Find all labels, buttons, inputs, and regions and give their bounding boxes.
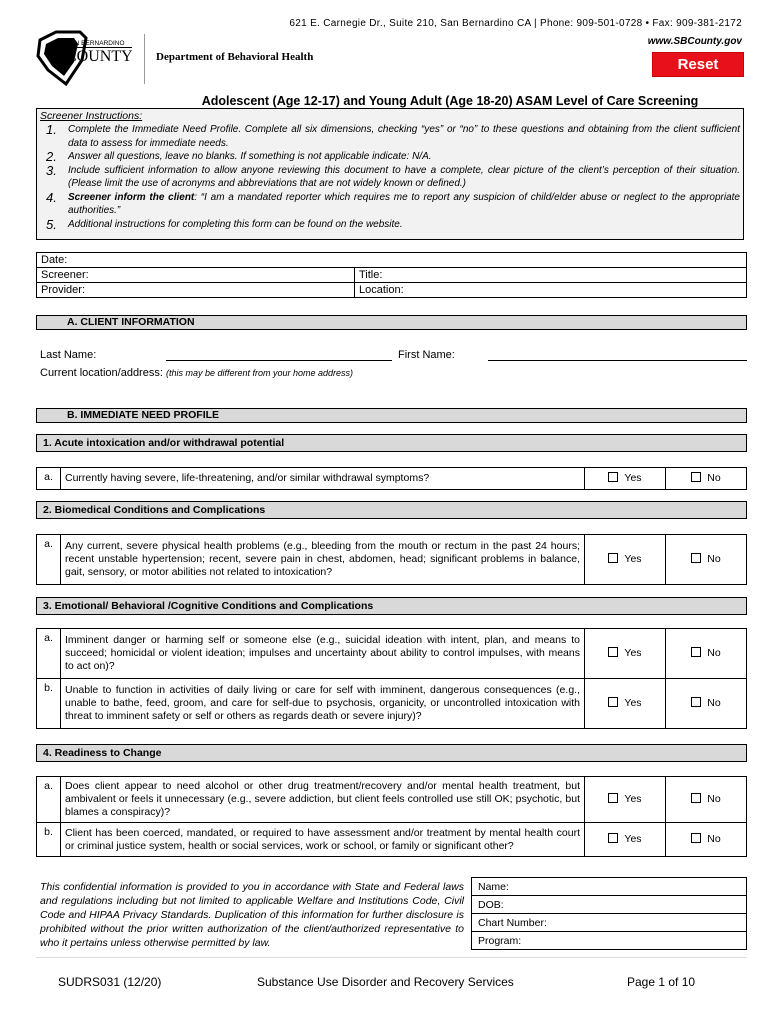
instruction-item xyxy=(40,164,740,191)
instruction-number: 3. xyxy=(46,162,57,178)
title-field[interactable]: Title: xyxy=(355,268,747,283)
yes-option[interactable]: Yes xyxy=(585,777,666,823)
yes-checkbox[interactable] xyxy=(608,647,618,657)
department-name: Department of Behavioral Health xyxy=(156,51,314,63)
no-checkbox[interactable] xyxy=(691,553,701,563)
current-location-label: Current location/address: (this may be different from your home address) xyxy=(40,367,354,379)
client-id-table xyxy=(471,877,747,950)
dimension-3-heading: 3. Emotional/ Behavioral /Cognitive Conditions and Complications xyxy=(36,597,747,615)
no-checkbox[interactable] xyxy=(691,472,701,482)
yes-checkbox[interactable] xyxy=(608,472,618,482)
yes-option[interactable]: Yes xyxy=(585,679,666,729)
question-row xyxy=(37,823,747,857)
question-text: Does client appear to need alcohol or other drug treatment/recovery and/or mental health treatment, but ambivalent or feels it unnecessary (e.g., severe addiction, but client feels controlled use still OK; psychotic, but blames a conspiracy)? xyxy=(61,777,585,823)
no-option[interactable]: No xyxy=(666,823,747,857)
no-option[interactable]: No xyxy=(666,777,747,823)
question-text: Currently having severe, life-threatening, and/or similar withdrawal symptoms? xyxy=(61,468,585,490)
reset-button[interactable]: Reset xyxy=(652,52,744,77)
dimension-4-heading: 4. Readiness to Change xyxy=(36,744,747,762)
yes-option[interactable]: Yes xyxy=(585,629,666,679)
instruction-number: 1. xyxy=(46,122,57,137)
question-row xyxy=(37,468,747,490)
instructions-heading: Screener Instructions: xyxy=(40,110,143,122)
confidentiality-notice: This confidential information is provided to you in accordance with State and Federal laws and regulations including but not limited to applicable Welfare and Institutions Code, Civil Code and HIPAA Privacy Standards. Duplication of this information for further disclosure is prohibited without the prior written authorization of the client/authorized representative to who it pertains unless otherwise permitted by law. xyxy=(40,881,464,949)
chart-number-field[interactable]: Chart Number: xyxy=(472,914,747,932)
yes-option[interactable]: Yes xyxy=(585,468,666,490)
footer-department: Substance Use Disorder and Recovery Services xyxy=(257,975,514,989)
section-a-heading: A. CLIENT INFORMATION xyxy=(36,315,747,330)
question-row xyxy=(37,777,747,823)
instruction-text: Include sufficient information to allow anyone reviewing this document to have a complete, clear picture of the client’s perception of their situation. (Please limit the use of acronyms and abbreviations that are not widely known or defined.) xyxy=(68,164,740,189)
dimension-2-table xyxy=(36,534,747,585)
no-option[interactable]: No xyxy=(666,629,747,679)
question-text: Any current, severe physical health problems (e.g., bleeding from the mouth or rectum in the past 24 hours; recent unstable hypertension; recent, severe pain in chest, abdomen, head; significant problems in balance, gait, sensory, or motor abilities not related to intoxication? xyxy=(61,535,585,585)
footer-divider xyxy=(36,957,747,958)
instruction-item xyxy=(40,218,740,232)
instruction-text: Answer all questions, leave no blanks. If something is not applicable indicate: N/A. xyxy=(68,151,432,162)
no-checkbox[interactable] xyxy=(691,647,701,657)
dimension-1-table xyxy=(36,467,747,490)
question-letter: b. xyxy=(37,823,61,857)
county-logo xyxy=(36,30,136,86)
header-divider xyxy=(144,34,145,84)
instruction-text: Additional instructions for completing this form can be found on the website. xyxy=(68,218,403,230)
section-b-heading: B. IMMEDIATE NEED PROFILE xyxy=(36,408,747,423)
logo-main-text: COUNTY xyxy=(66,48,133,65)
instruction-number: 2. xyxy=(46,149,57,164)
dimension-4-table xyxy=(36,776,747,857)
screening-meta-table xyxy=(36,252,747,298)
instruction-number: 5. xyxy=(46,216,57,232)
page-number: Page 1 of 10 xyxy=(627,975,696,989)
website-link[interactable]: www.SBCounty.gov xyxy=(647,36,742,47)
client-name-field[interactable]: Name: xyxy=(472,878,747,896)
instruction-text: Complete the Immediate Need Profile. Complete all six dimensions, checking “yes” or “no” to these questions and obtaining from the client sufficient data to assess for immediate needs. xyxy=(68,124,740,149)
dimension-2-heading: 2. Biomedical Conditions and Complications xyxy=(36,501,747,519)
question-letter: a. xyxy=(37,468,61,490)
yes-option[interactable]: Yes xyxy=(585,535,666,585)
no-option[interactable]: No xyxy=(666,679,747,729)
no-checkbox[interactable] xyxy=(691,793,701,803)
instruction-text: Screener inform the client: “I am a mandated reporter which requires me to report any suspicion of child/elder abuse or neglect to the appropriate authorities.” xyxy=(68,191,740,216)
location-field[interactable]: Location: xyxy=(355,283,747,298)
no-option[interactable]: No xyxy=(666,468,747,490)
question-row xyxy=(37,535,747,585)
question-text: Client has been coerced, mandated, or required to have assessment and/or treatment by mental health court or criminal justice system, health or social services, work or school, or family or significant other? xyxy=(61,823,585,857)
no-checkbox[interactable] xyxy=(691,697,701,707)
question-text: Imminent danger or harming self or someone else (e.g., suicidal ideation with intent, plan, and means to succeed; homicidal or violent ideation; impulses and uncertainty about ability to control impulses, with means to act on)? xyxy=(61,629,585,679)
dimension-3-table xyxy=(36,628,747,729)
no-checkbox[interactable] xyxy=(691,833,701,843)
yes-checkbox[interactable] xyxy=(608,833,618,843)
yes-checkbox[interactable] xyxy=(608,793,618,803)
page-title: Adolescent (Age 12-17) and Young Adult (Age 18-20) ASAM Level of Care Screening xyxy=(201,94,699,108)
first-name-input[interactable] xyxy=(488,360,747,361)
dimension-1-heading: 1. Acute intoxication and/or withdrawal potential xyxy=(36,434,747,452)
instructions-list xyxy=(40,123,740,231)
instruction-item xyxy=(40,150,740,164)
provider-field[interactable]: Provider: xyxy=(37,283,355,298)
yes-option[interactable]: Yes xyxy=(585,823,666,857)
first-name-label: First Name: xyxy=(398,349,455,361)
instruction-number: 4. xyxy=(46,189,57,205)
program-field[interactable]: Program: xyxy=(472,932,747,950)
question-letter: a. xyxy=(37,777,61,823)
yes-checkbox[interactable] xyxy=(608,697,618,707)
instruction-item xyxy=(40,123,740,150)
instruction-item xyxy=(40,191,740,218)
question-row xyxy=(37,679,747,729)
yes-checkbox[interactable] xyxy=(608,553,618,563)
question-letter: a. xyxy=(37,629,61,679)
no-option[interactable]: No xyxy=(666,535,747,585)
question-letter: b. xyxy=(37,679,61,729)
question-row xyxy=(37,629,747,679)
form-id: SUDRS031 (12/20) xyxy=(58,975,162,989)
screener-field[interactable]: Screener: xyxy=(37,268,355,283)
last-name-input[interactable] xyxy=(166,360,392,361)
current-location-hint: (this may be different from your home address) xyxy=(165,368,354,378)
logo-top-text: SAN BERNARDINO xyxy=(66,40,125,47)
question-letter: a. xyxy=(37,535,61,585)
client-dob-field[interactable]: DOB: xyxy=(472,896,747,914)
last-name-label: Last Name: xyxy=(40,349,97,361)
question-text: Unable to function in activities of daily living or care for self with imminent, dangerous consequences (e.g., unable to bathe, feed, groom, and care for self-due to psychosis, organicity, or uncontrolled intoxication with threat to imminent safety or self or others as regards death or severe injury)? xyxy=(61,679,585,729)
date-field[interactable]: Date: xyxy=(37,253,747,268)
contact-line: 621 E. Carnegie Dr., Suite 210, San Bernardino CA | Phone: 909-501-0728 • Fax: 909-381-2172 xyxy=(289,18,742,29)
instruction-bold: Screener inform the client xyxy=(68,191,195,203)
